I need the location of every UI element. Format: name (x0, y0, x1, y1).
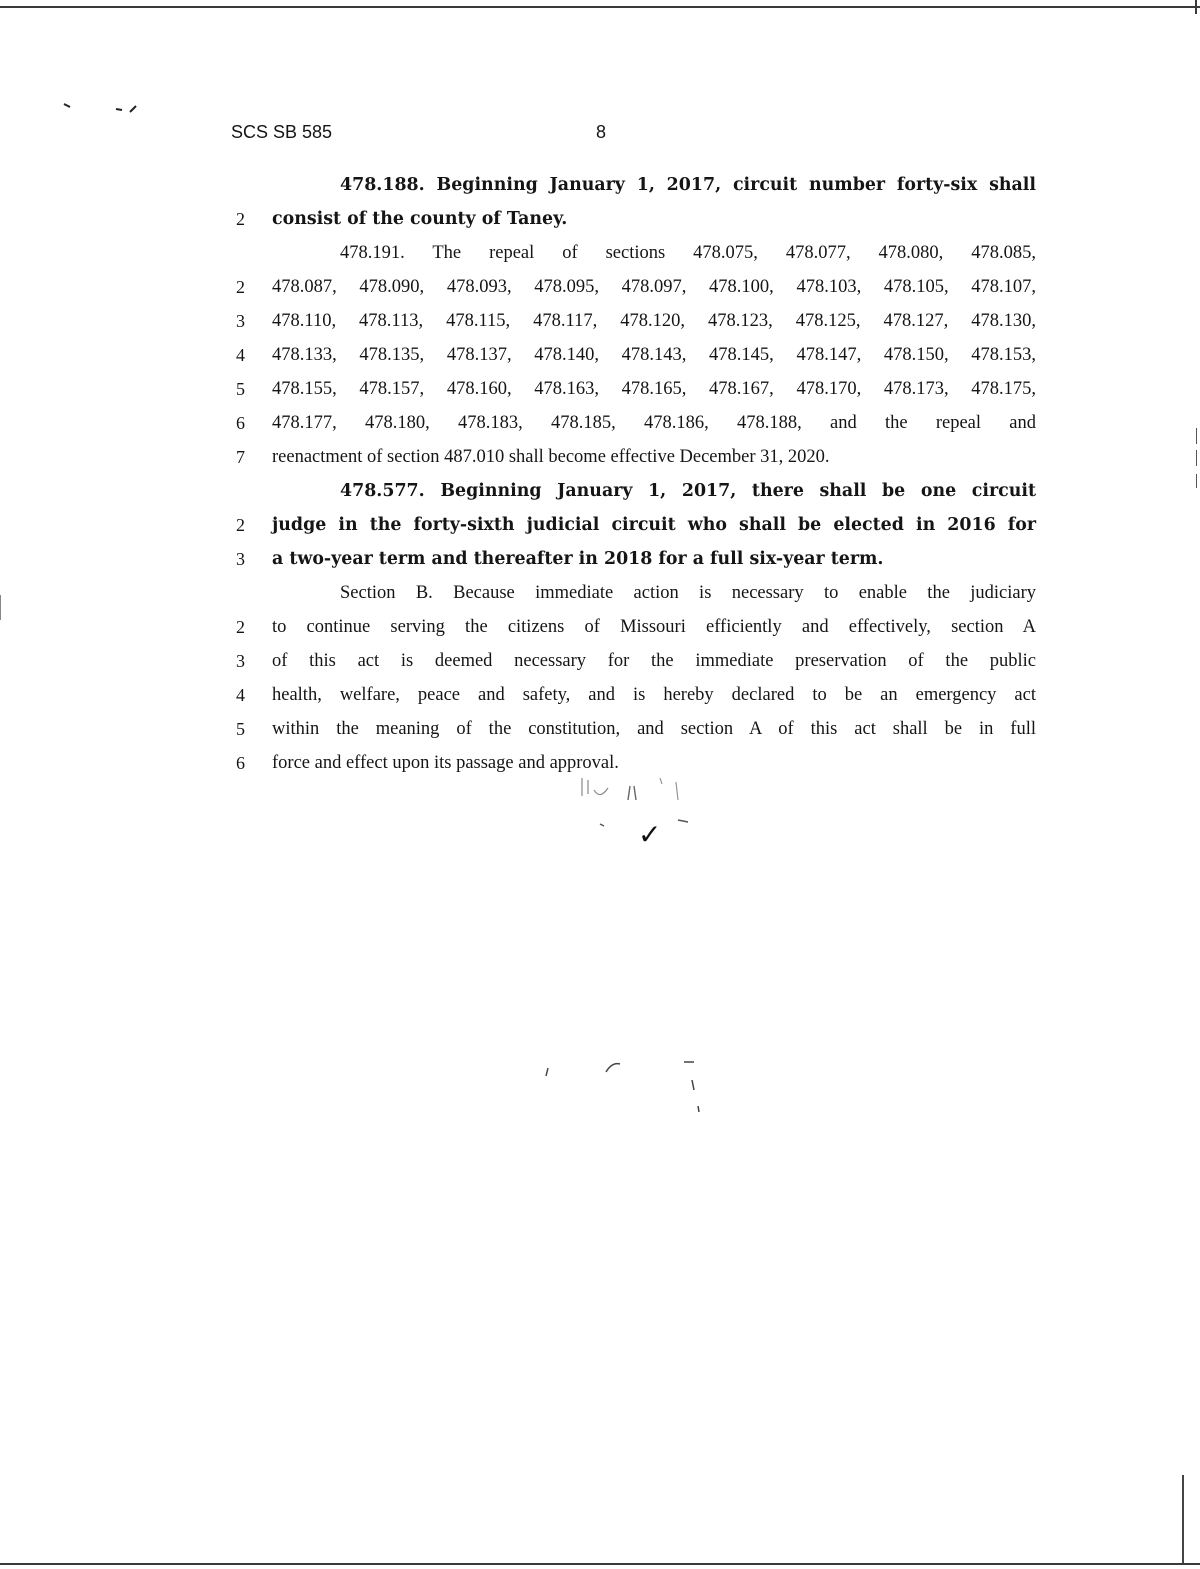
line-number: 4 (236, 345, 245, 365)
document-body (236, 168, 1036, 780)
line-number: 2 (236, 617, 245, 637)
line-text: 478.191. The repeal of sections 478.075, 478.077, 478.080, 478.085, (340, 243, 1036, 263)
line-text: health, welfare, peace and safety, and is hereby declared to be an emergency act (272, 685, 1036, 705)
line-number: 3 (236, 549, 245, 569)
scan-edge-mark (1196, 474, 1197, 488)
scan-edge-mark (1196, 450, 1197, 466)
text-line (236, 372, 1036, 406)
bill-number: SCS SB 585 (231, 122, 333, 142)
line-text: 478.155, 478.157, 478.160, 478.163, 478.165, 478.167, 478.170, 478.173, 478.175, (272, 379, 1036, 399)
line-text: force and effect upon its passage and approval. (272, 753, 619, 773)
scan-specks (540, 1058, 720, 1118)
line-text: 478.188. Beginning January 1, 2017, circuit number forty-six shall (340, 175, 1036, 195)
line-number: 5 (236, 379, 245, 399)
text-line (236, 236, 1036, 270)
text-line (236, 576, 1036, 610)
text-line (236, 202, 1036, 236)
page-number: 8 (596, 122, 607, 142)
section-478-191 (236, 236, 1036, 474)
line-number: 5 (236, 719, 245, 739)
text-line (236, 678, 1036, 712)
line-text: 478.133, 478.135, 478.137, 478.140, 478.143, 478.145, 478.147, 478.150, 478.153, (272, 345, 1036, 365)
line-text: 478.087, 478.090, 478.093, 478.095, 478.097, 478.100, 478.103, 478.105, 478.107, (272, 277, 1036, 297)
scan-border-bottom (0, 1563, 1200, 1565)
text-line (236, 440, 1036, 474)
text-line (236, 406, 1036, 440)
line-text: 478.110, 478.113, 478.115, 478.117, 478.120, 478.123, 478.125, 478.127, 478.130, (272, 311, 1036, 331)
line-number: 2 (236, 515, 245, 535)
text-line (236, 270, 1036, 304)
scan-border-top (0, 6, 1200, 8)
line-number: 2 (236, 277, 245, 297)
line-text: consist of the county of Taney. (272, 209, 568, 229)
line-number: 4 (236, 685, 245, 705)
line-number: 3 (236, 651, 245, 671)
line-number: 2 (236, 209, 245, 229)
line-number: 7 (236, 447, 245, 467)
line-text: 478.577. Beginning January 1, 2017, there shall be one circuit (340, 481, 1036, 501)
line-text: reenactment of section 487.010 shall become effective December 31, 2020. (272, 447, 830, 467)
line-number: 6 (236, 413, 245, 433)
line-text: a two-year term and thereafter in 2018 for a full six-year term. (272, 549, 884, 569)
line-text: of this act is deemed necessary for the immediate preservation of the public (272, 651, 1036, 671)
text-line (236, 610, 1036, 644)
line-text: within the meaning of the constitution, and section A of this act shall be in full (272, 719, 1036, 739)
scan-edge-mark (0, 595, 1, 620)
line-text: 478.177, 478.180, 478.183, 478.185, 478.186, 478.188, and the repeal and (272, 413, 1036, 433)
section-b (236, 576, 1036, 780)
line-number: 3 (236, 311, 245, 331)
line-number: 6 (236, 753, 245, 773)
text-line (236, 304, 1036, 338)
scan-border-right-bottom (1182, 1475, 1184, 1563)
text-line (236, 508, 1036, 542)
section-478-577 (236, 474, 1036, 576)
text-line (236, 644, 1036, 678)
scan-specks (60, 98, 150, 118)
line-text: Section B. Because immediate action is necessary to enable the judiciary (340, 583, 1036, 603)
text-line (236, 712, 1036, 746)
text-line (236, 338, 1036, 372)
text-line (236, 168, 1036, 202)
scan-edge-mark (1196, 428, 1197, 444)
line-text: to continue serving the citizens of Missouri efficiently and effectively, section A (272, 617, 1036, 637)
page-header (231, 122, 631, 150)
line-text: judge in the forty-sixth judicial circuit who shall be elected in 2016 for (272, 515, 1036, 535)
checkmark-icon: ✓ (638, 818, 662, 851)
section-478-188 (236, 168, 1036, 236)
text-line (236, 542, 1036, 576)
scan-border-right (1195, 0, 1197, 14)
text-line (236, 474, 1036, 508)
